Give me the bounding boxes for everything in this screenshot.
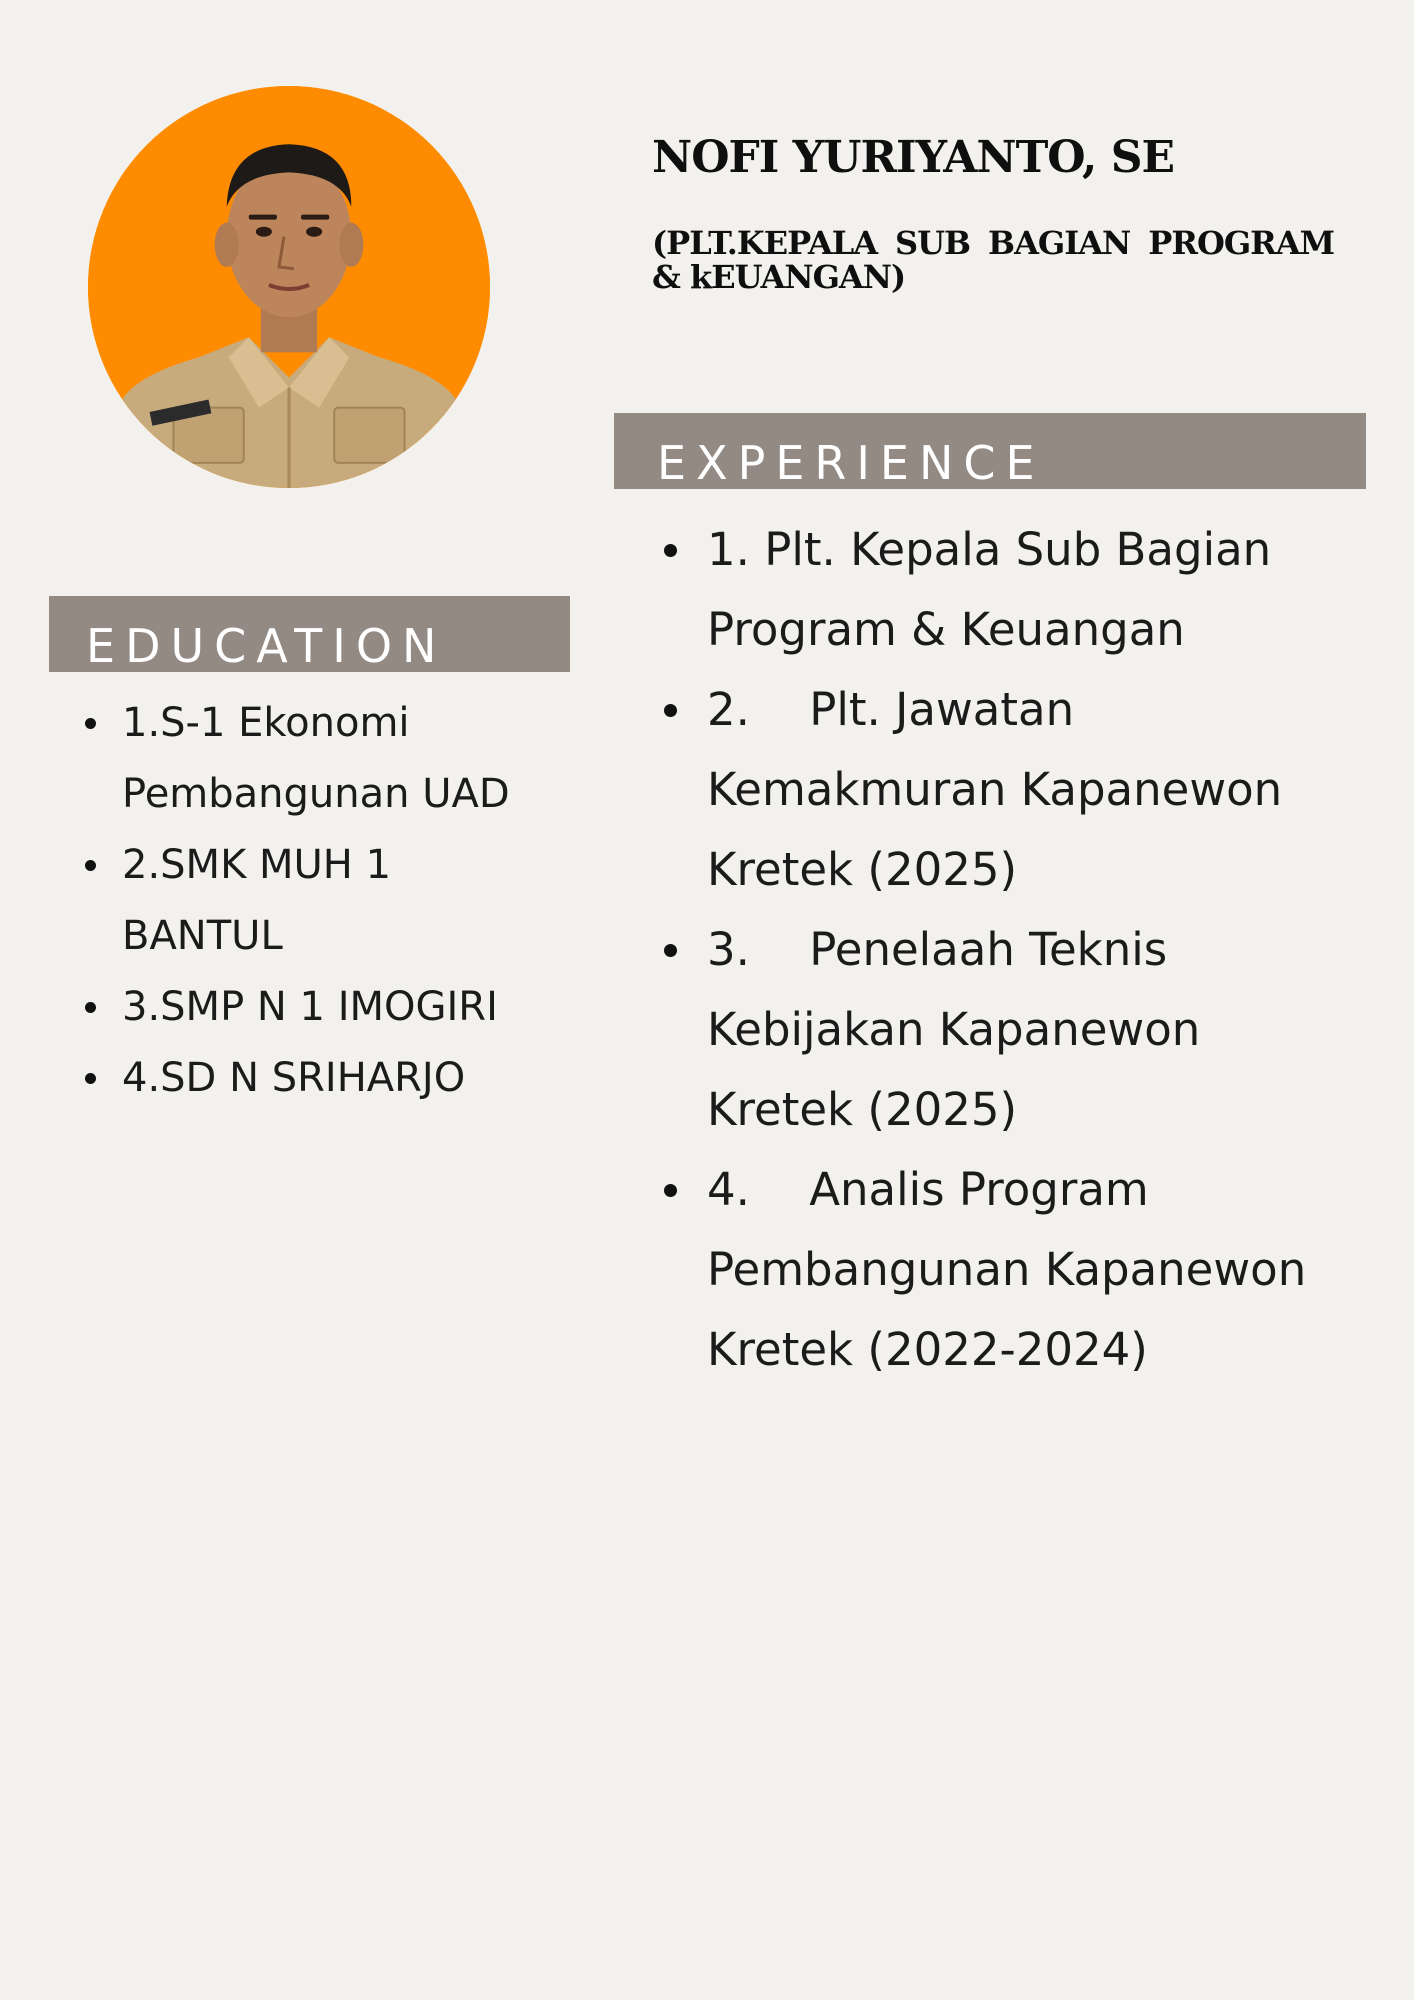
experience-item: 2. Plt. Jawatan Kemakmuran Kapanewon Kretek (2025) bbox=[664, 670, 1354, 910]
profile-photo bbox=[88, 86, 490, 488]
experience-list bbox=[664, 510, 1354, 1390]
education-heading: EDUCATION bbox=[49, 596, 570, 672]
education-item: 2.SMK MUH 1 BANTUL bbox=[85, 830, 525, 972]
person-name: NOFI YURIYANTO, SE bbox=[652, 132, 1175, 183]
education-list bbox=[85, 688, 525, 1114]
job-title: (PLT.KEPALA SUB BAGIAN PROGRAM & kEUANGAN) bbox=[652, 224, 1334, 296]
education-item: 4.SD N SRIHARJO bbox=[85, 1043, 525, 1114]
experience-item: 3. Penelaah Teknis Kebijakan Kapanewon Kretek (2025) bbox=[664, 910, 1354, 1150]
education-item: 3.SMP N 1 IMOGIRI bbox=[85, 972, 525, 1043]
experience-heading: EXPERIENCE bbox=[614, 413, 1366, 489]
experience-item: 1. Plt. Kepala Sub Bagian Program & Keuangan bbox=[664, 510, 1354, 670]
education-item: 1.S-1 Ekonomi Pembangunan UAD bbox=[85, 688, 525, 830]
experience-item: 4. Analis Program Pembangunan Kapanewon Kretek (2022-2024) bbox=[664, 1150, 1354, 1390]
